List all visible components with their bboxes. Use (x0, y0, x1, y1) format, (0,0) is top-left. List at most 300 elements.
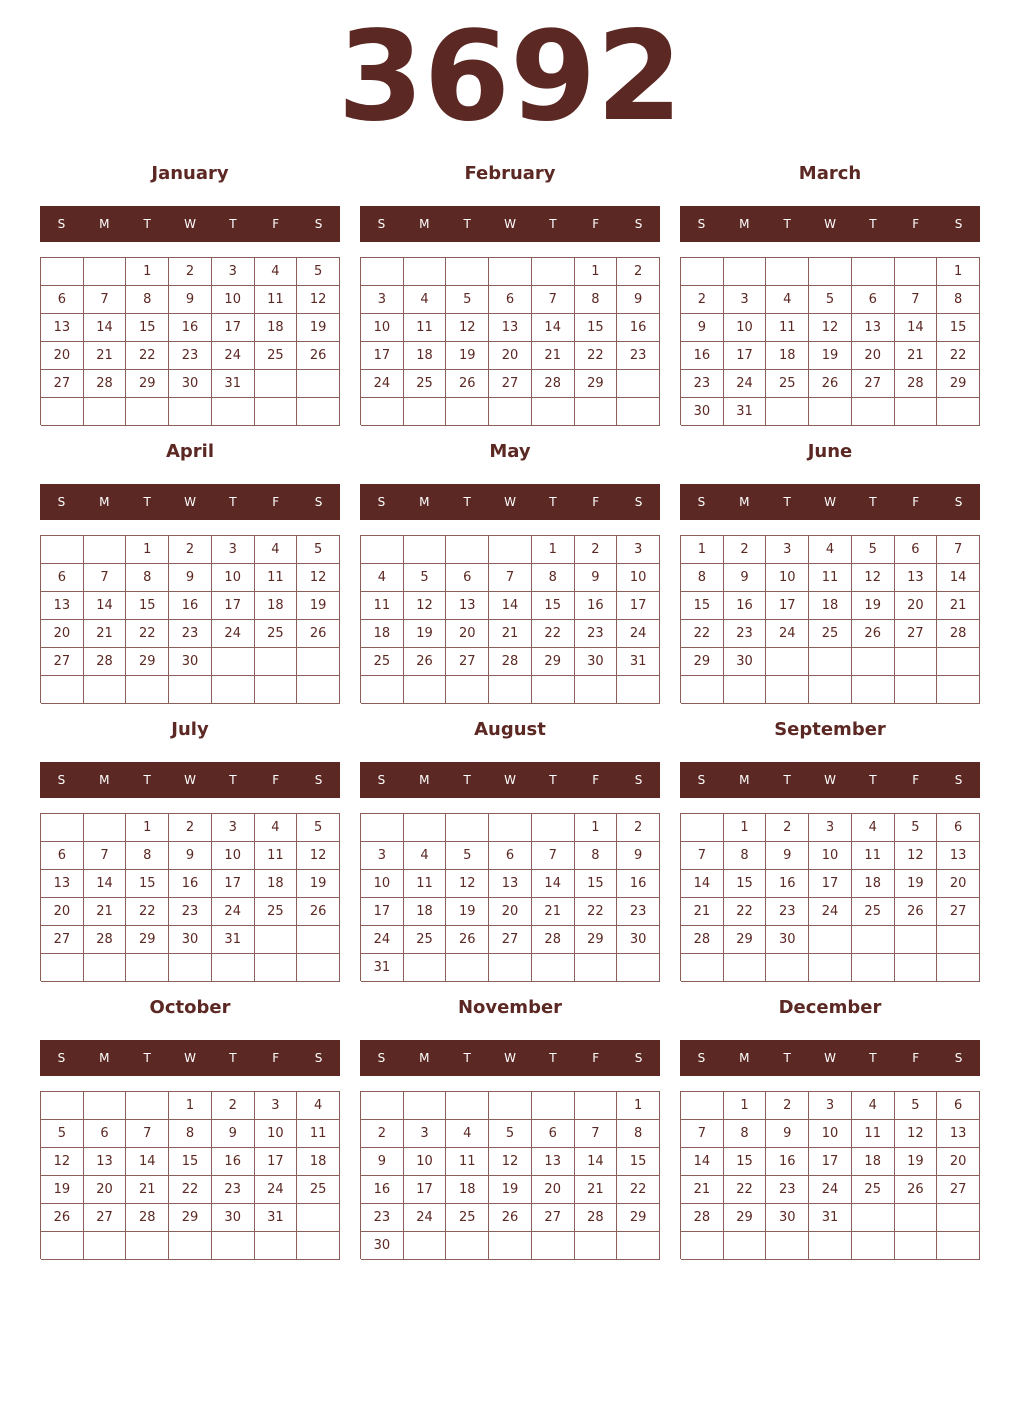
day-cell: 29 (126, 370, 169, 398)
empty-cell (895, 398, 938, 426)
weekday-label: T (549, 1051, 557, 1065)
day-cell: 25 (404, 370, 447, 398)
empty-cell (41, 954, 84, 982)
day-cell: 20 (41, 620, 84, 648)
day-cell: 11 (809, 564, 852, 592)
day-cell: 18 (404, 342, 447, 370)
day-cell: 16 (766, 870, 809, 898)
day-cell: 5 (852, 536, 895, 564)
weekday-label: F (272, 773, 280, 787)
day-cell: 10 (212, 286, 255, 314)
day-cell: 7 (681, 842, 724, 870)
day-cell: 8 (126, 286, 169, 314)
day-cell: 23 (724, 620, 767, 648)
month-title: April (165, 441, 215, 462)
day-cell: 1 (681, 536, 724, 564)
day-cell: 10 (212, 842, 255, 870)
day-cell: 17 (724, 342, 767, 370)
empty-cell (895, 258, 938, 286)
month-september (680, 715, 980, 985)
day-cell: 9 (617, 842, 660, 870)
day-cell: 27 (41, 370, 84, 398)
day-cell: 13 (937, 842, 980, 870)
day-cell: 2 (361, 1120, 404, 1148)
day-cell: 1 (617, 1092, 660, 1120)
day-cell: 23 (617, 898, 660, 926)
month-october (40, 993, 340, 1263)
day-cell: 11 (404, 314, 447, 342)
month-november (360, 993, 660, 1263)
empty-cell (84, 814, 127, 842)
day-grid (680, 813, 980, 981)
day-cell: 3 (212, 258, 255, 286)
empty-cell (361, 398, 404, 426)
empty-cell (361, 676, 404, 704)
day-cell: 15 (937, 314, 980, 342)
empty-cell (41, 536, 84, 564)
day-cell: 24 (361, 370, 404, 398)
day-cell: 4 (255, 536, 298, 564)
weekday-label: T (143, 217, 151, 231)
day-grid (40, 535, 340, 703)
empty-cell (255, 676, 298, 704)
month-august (360, 715, 660, 985)
month-april (40, 437, 340, 707)
weekday-label: W (824, 495, 836, 509)
day-cell: 20 (532, 1176, 575, 1204)
weekday-label: M (419, 495, 430, 509)
day-cell: 13 (489, 870, 532, 898)
weekday-header (680, 206, 980, 242)
weekday-label: S (57, 217, 66, 231)
day-cell: 8 (532, 564, 575, 592)
day-cell: 21 (489, 620, 532, 648)
day-cell: 26 (809, 370, 852, 398)
month-title: July (171, 719, 209, 740)
day-cell: 25 (255, 620, 298, 648)
day-cell: 25 (255, 342, 298, 370)
weekday-label: S (697, 1051, 706, 1065)
day-cell: 11 (297, 1120, 340, 1148)
empty-cell (255, 954, 298, 982)
day-cell: 7 (532, 286, 575, 314)
day-cell: 20 (489, 898, 532, 926)
day-cell: 31 (361, 954, 404, 982)
day-cell: 25 (404, 926, 447, 954)
day-cell: 10 (404, 1148, 447, 1176)
day-cell: 12 (895, 842, 938, 870)
day-cell: 4 (297, 1092, 340, 1120)
day-cell: 22 (724, 1176, 767, 1204)
day-cell: 26 (852, 620, 895, 648)
day-cell: 4 (446, 1120, 489, 1148)
weekday-label: F (592, 495, 600, 509)
day-cell: 29 (575, 926, 618, 954)
day-cell: 7 (575, 1120, 618, 1148)
day-cell: 30 (681, 398, 724, 426)
day-cell: 22 (575, 898, 618, 926)
day-cell: 28 (681, 926, 724, 954)
day-cell: 19 (41, 1176, 84, 1204)
empty-cell (446, 676, 489, 704)
empty-cell (937, 1204, 980, 1232)
day-cell: 26 (895, 1176, 938, 1204)
weekday-label: T (549, 773, 557, 787)
day-cell: 1 (126, 814, 169, 842)
day-cell: 26 (404, 648, 447, 676)
day-cell: 3 (809, 814, 852, 842)
empty-cell (766, 258, 809, 286)
day-cell: 8 (169, 1120, 212, 1148)
empty-cell (41, 676, 84, 704)
day-cell: 4 (852, 1092, 895, 1120)
day-cell: 8 (575, 286, 618, 314)
day-cell: 5 (895, 814, 938, 842)
day-cell: 9 (766, 1120, 809, 1148)
day-cell: 25 (361, 648, 404, 676)
empty-cell (255, 1232, 298, 1260)
weekday-label: W (184, 773, 196, 787)
day-cell: 1 (937, 258, 980, 286)
day-cell: 28 (84, 370, 127, 398)
day-cell: 9 (681, 314, 724, 342)
day-cell: 14 (126, 1148, 169, 1176)
weekday-label: T (869, 773, 877, 787)
day-cell: 3 (255, 1092, 298, 1120)
empty-cell (852, 1204, 895, 1232)
day-cell: 11 (255, 286, 298, 314)
day-cell: 8 (724, 1120, 767, 1148)
weekday-label: W (184, 217, 196, 231)
day-cell: 31 (617, 648, 660, 676)
weekday-label: T (143, 773, 151, 787)
empty-cell (852, 398, 895, 426)
day-cell: 7 (84, 286, 127, 314)
empty-cell (126, 1232, 169, 1260)
day-cell: 19 (446, 898, 489, 926)
weekday-label: T (869, 217, 877, 231)
day-cell: 23 (617, 342, 660, 370)
empty-cell (766, 398, 809, 426)
day-grid (360, 1091, 660, 1259)
day-cell: 17 (404, 1176, 447, 1204)
day-cell: 25 (446, 1204, 489, 1232)
day-cell: 6 (41, 286, 84, 314)
empty-cell (404, 1232, 447, 1260)
day-cell: 18 (809, 592, 852, 620)
day-cell: 24 (212, 342, 255, 370)
day-cell: 2 (766, 1092, 809, 1120)
day-cell: 16 (617, 870, 660, 898)
day-cell: 23 (766, 1176, 809, 1204)
empty-cell (532, 1092, 575, 1120)
weekday-label: S (314, 495, 323, 509)
day-cell: 24 (212, 898, 255, 926)
day-cell: 13 (84, 1148, 127, 1176)
day-cell: 6 (532, 1120, 575, 1148)
empty-cell (681, 1232, 724, 1260)
day-cell: 16 (617, 314, 660, 342)
empty-cell (532, 954, 575, 982)
day-cell: 5 (41, 1120, 84, 1148)
day-cell: 2 (617, 258, 660, 286)
weekday-label: S (377, 1051, 386, 1065)
day-cell: 12 (895, 1120, 938, 1148)
empty-cell (446, 954, 489, 982)
weekday-label: T (463, 773, 471, 787)
day-cell: 17 (212, 870, 255, 898)
day-cell: 20 (937, 870, 980, 898)
day-cell: 29 (169, 1204, 212, 1232)
day-cell: 15 (126, 592, 169, 620)
day-cell: 27 (41, 926, 84, 954)
day-cell: 13 (41, 870, 84, 898)
day-cell: 28 (126, 1204, 169, 1232)
empty-cell (895, 926, 938, 954)
empty-cell (361, 258, 404, 286)
empty-cell (255, 926, 298, 954)
empty-cell (361, 536, 404, 564)
weekday-label: T (463, 217, 471, 231)
day-cell: 9 (575, 564, 618, 592)
day-cell: 19 (297, 314, 340, 342)
day-cell: 2 (617, 814, 660, 842)
day-cell: 13 (489, 314, 532, 342)
day-cell: 22 (617, 1176, 660, 1204)
day-cell: 16 (681, 342, 724, 370)
empty-cell (489, 1092, 532, 1120)
weekday-label: W (504, 217, 516, 231)
empty-cell (169, 398, 212, 426)
empty-cell (297, 954, 340, 982)
day-cell: 21 (937, 592, 980, 620)
weekday-label: S (377, 773, 386, 787)
month-title: January (151, 163, 229, 184)
day-cell: 11 (852, 842, 895, 870)
day-cell: 17 (809, 1148, 852, 1176)
weekday-label: F (272, 1051, 280, 1065)
day-cell: 25 (852, 1176, 895, 1204)
empty-cell (617, 370, 660, 398)
empty-cell (489, 954, 532, 982)
empty-cell (617, 398, 660, 426)
day-cell: 18 (446, 1176, 489, 1204)
empty-cell (84, 1092, 127, 1120)
day-cell: 11 (404, 870, 447, 898)
weekday-header (360, 484, 660, 520)
empty-cell (532, 676, 575, 704)
day-cell: 6 (895, 536, 938, 564)
empty-cell (212, 676, 255, 704)
day-cell: 24 (361, 926, 404, 954)
weekday-label: W (824, 217, 836, 231)
empty-cell (617, 1232, 660, 1260)
empty-cell (895, 676, 938, 704)
day-cell: 17 (212, 314, 255, 342)
day-cell: 6 (84, 1120, 127, 1148)
day-cell: 7 (126, 1120, 169, 1148)
day-cell: 7 (489, 564, 532, 592)
day-grid (40, 1091, 340, 1259)
day-cell: 17 (361, 898, 404, 926)
empty-cell (404, 536, 447, 564)
day-cell: 17 (212, 592, 255, 620)
day-cell: 20 (937, 1148, 980, 1176)
day-cell: 26 (297, 898, 340, 926)
day-cell: 14 (681, 870, 724, 898)
empty-cell (766, 954, 809, 982)
weekday-label: W (184, 1051, 196, 1065)
weekday-label: W (504, 773, 516, 787)
day-cell: 22 (532, 620, 575, 648)
day-cell: 29 (937, 370, 980, 398)
day-cell: 20 (489, 342, 532, 370)
day-cell: 22 (681, 620, 724, 648)
day-cell: 24 (766, 620, 809, 648)
day-cell: 18 (852, 1148, 895, 1176)
day-cell: 1 (126, 536, 169, 564)
weekday-label: F (272, 217, 280, 231)
weekday-label: S (377, 217, 386, 231)
empty-cell (532, 1232, 575, 1260)
day-cell: 7 (84, 842, 127, 870)
day-cell: 31 (212, 370, 255, 398)
day-cell: 4 (404, 286, 447, 314)
weekday-header (680, 762, 980, 798)
day-cell: 18 (255, 314, 298, 342)
empty-cell (212, 1232, 255, 1260)
empty-cell (84, 258, 127, 286)
day-cell: 17 (255, 1148, 298, 1176)
day-cell: 2 (681, 286, 724, 314)
empty-cell (937, 954, 980, 982)
empty-cell (404, 258, 447, 286)
day-cell: 8 (126, 842, 169, 870)
day-cell: 22 (126, 898, 169, 926)
day-cell: 27 (895, 620, 938, 648)
day-cell: 8 (617, 1120, 660, 1148)
month-title: October (149, 997, 231, 1018)
day-cell: 7 (681, 1120, 724, 1148)
day-cell: 4 (361, 564, 404, 592)
day-cell: 29 (126, 926, 169, 954)
day-cell: 3 (212, 536, 255, 564)
day-cell: 6 (937, 814, 980, 842)
day-cell: 8 (126, 564, 169, 592)
empty-cell (895, 954, 938, 982)
empty-cell (809, 398, 852, 426)
month-title: November (457, 997, 563, 1018)
empty-cell (404, 1092, 447, 1120)
day-cell: 15 (126, 870, 169, 898)
day-cell: 21 (84, 620, 127, 648)
day-cell: 28 (84, 926, 127, 954)
weekday-label: S (697, 495, 706, 509)
day-grid (40, 257, 340, 425)
empty-cell (532, 814, 575, 842)
day-cell: 15 (169, 1148, 212, 1176)
empty-cell (724, 1232, 767, 1260)
day-cell: 16 (169, 314, 212, 342)
day-cell: 21 (895, 342, 938, 370)
day-cell: 28 (532, 926, 575, 954)
day-cell: 21 (84, 342, 127, 370)
weekday-label: T (783, 1051, 791, 1065)
day-cell: 26 (446, 926, 489, 954)
empty-cell (575, 1092, 618, 1120)
day-cell: 17 (361, 342, 404, 370)
day-cell: 2 (575, 536, 618, 564)
month-title: February (464, 163, 556, 184)
day-cell: 27 (937, 898, 980, 926)
weekday-label: T (869, 495, 877, 509)
weekday-label: S (314, 773, 323, 787)
day-cell: 31 (809, 1204, 852, 1232)
day-cell: 12 (489, 1148, 532, 1176)
day-cell: 29 (126, 648, 169, 676)
day-cell: 8 (937, 286, 980, 314)
weekday-label: M (739, 217, 750, 231)
day-cell: 30 (169, 926, 212, 954)
empty-cell (297, 926, 340, 954)
day-cell: 15 (575, 314, 618, 342)
day-cell: 25 (809, 620, 852, 648)
weekday-header (360, 1040, 660, 1076)
empty-cell (297, 648, 340, 676)
weekday-label: W (824, 1051, 836, 1065)
empty-cell (297, 1232, 340, 1260)
day-cell: 29 (617, 1204, 660, 1232)
day-cell: 2 (169, 814, 212, 842)
day-cell: 30 (766, 926, 809, 954)
empty-cell (852, 648, 895, 676)
day-cell: 25 (852, 898, 895, 926)
day-cell: 30 (169, 370, 212, 398)
weekday-label: M (99, 1051, 110, 1065)
day-cell: 18 (297, 1148, 340, 1176)
empty-cell (937, 926, 980, 954)
empty-cell (617, 954, 660, 982)
empty-cell (766, 648, 809, 676)
weekday-label: S (634, 773, 643, 787)
weekday-label: S (634, 1051, 643, 1065)
weekday-label: M (99, 217, 110, 231)
empty-cell (489, 1232, 532, 1260)
day-cell: 12 (297, 564, 340, 592)
day-cell: 23 (169, 342, 212, 370)
day-cell: 3 (766, 536, 809, 564)
day-cell: 15 (126, 314, 169, 342)
day-cell: 3 (617, 536, 660, 564)
day-cell: 31 (255, 1204, 298, 1232)
day-cell: 15 (617, 1148, 660, 1176)
month-title: March (798, 163, 862, 184)
weekday-label: F (912, 217, 920, 231)
empty-cell (575, 676, 618, 704)
weekday-header (680, 1040, 980, 1076)
day-cell: 24 (212, 620, 255, 648)
weekday-label: S (634, 217, 643, 231)
day-cell: 13 (895, 564, 938, 592)
empty-cell (297, 370, 340, 398)
empty-cell (446, 398, 489, 426)
day-cell: 31 (724, 398, 767, 426)
day-cell: 21 (84, 898, 127, 926)
day-cell: 26 (895, 898, 938, 926)
day-cell: 14 (84, 592, 127, 620)
day-cell: 24 (255, 1176, 298, 1204)
day-cell: 26 (41, 1204, 84, 1232)
